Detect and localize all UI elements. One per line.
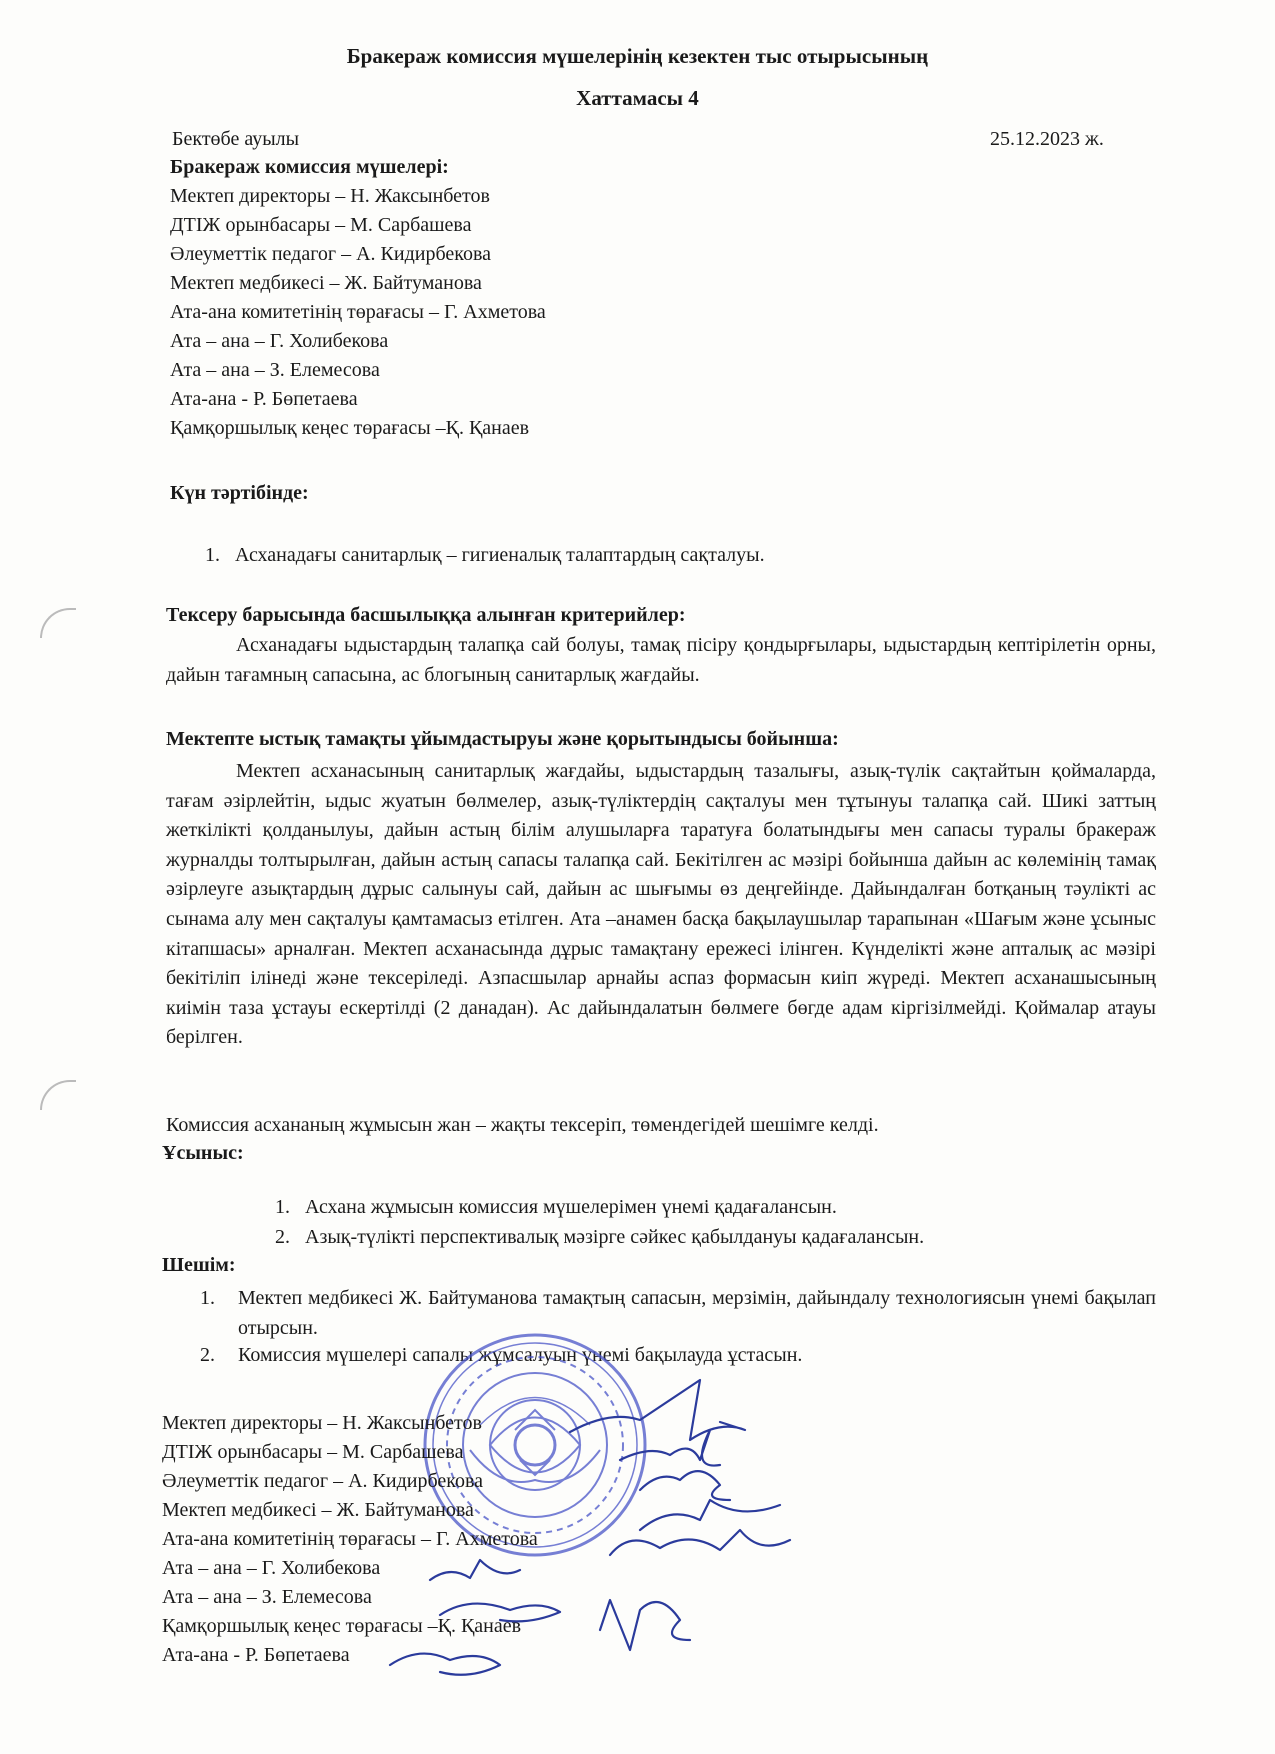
document-title: Бракераж комиссия мүшелерінің кезектен тыс отырысының bbox=[346, 44, 929, 68]
signature-line: Мектеп медбикесі – Ж. Байтуманова bbox=[162, 1499, 474, 1521]
date: 25.12.2023 ж. bbox=[990, 128, 1104, 150]
members-heading: Бракераж комиссия мүшелері: bbox=[170, 156, 449, 178]
signature-line: ДТІЖ орынбасары – М. Сарбашева bbox=[162, 1441, 464, 1463]
decision-heading: Шешім: bbox=[162, 1254, 236, 1276]
member-item: Ата-ана комитетінің төрағасы – Г. Ахметова bbox=[170, 301, 546, 323]
member-item: Мектеп медбикесі – Ж. Байтуманова bbox=[170, 272, 482, 294]
criteria-text: Асханадағы ыдыстардың талапқа сай болуы, тамақ пісіру қондырғылары, ыдыстардың кептірілетін орны, дайын тағамның сапасына, ас блогының санитарлық жағдайы. bbox=[166, 634, 1156, 686]
signature-line: Әлеуметтік педагог – А. Кидирбекова bbox=[162, 1470, 484, 1492]
member-item: Ата-ана - Р. Бөпетаева bbox=[170, 388, 358, 410]
findings-conclusion: Комиссия асхананың жұмысын жан – жақты тексеріп, төмендегідей шешімге келді. bbox=[166, 1114, 879, 1136]
signature-line: Ата – ана – Г. Холибекова bbox=[162, 1557, 381, 1579]
agenda-heading: Күн тәртібінде: bbox=[170, 482, 309, 504]
document-subtitle: Хаттамасы 4 bbox=[576, 86, 699, 110]
signature-line: Ата – ана – З. Елемесова bbox=[162, 1586, 372, 1608]
decision-item-number: 2. bbox=[200, 1344, 215, 1366]
proposal-item-text: Азық-түлікті перспективалық мәзірге сәйкес қабылдануы қадағалансын. bbox=[305, 1226, 925, 1248]
proposal-item-number: 1. bbox=[275, 1196, 290, 1218]
member-item: Әлеуметтік педагог – А. Кидирбекова bbox=[170, 243, 492, 265]
criteria-heading: Тексеру барысында басшылыққа алынған критерийлер: bbox=[166, 604, 686, 626]
member-item: ДТІЖ орынбасары – М. Сарбашева bbox=[170, 214, 472, 236]
proposal-heading: Ұсыныс: bbox=[162, 1142, 244, 1164]
findings-text: Мектеп асханасының санитарлық жағдайы, ыдыстардың тазалығы, азық-түлік сақтайтын қоймаларда, тағам әзірлейтін, ыдыс жуатын бөлмелер, азық-түліктердің сақталуы мен тұтынуы талапқа сай. Шикі заттың жеткілікті қолданылуы, дайын астың білім алушыларға таратуға болатындығы мен сапасы туралы бракераж журналды толтырылған, дайын астың сапасы талапқа сай. Бекітілген ас мәзірі бойынша дайын ас көлемінің тамақ әзірлеуге азықтардың дұрыс салынуы сай, дайын ас шығымы өз деңгейінде. Дайындалған ботқаның тәулікті ас сынама алу мен сақталуы қамтамасыз етілген. Ата –анамен басқа бақылаушылар тарапынан «Шағым және ұсыныс кітапшасы» арналған. Мектеп асханасында дұрыс тамақтану ережесі ілінген. Күнделікті және апталық ас мәзірі бекітіліп ілінеді және тексеріледі. Азпасшылар арнайы аспаз формасын киіп жүреді. Мектеп асханашысының киімін таза ұстауы ескертілді (2 данадан). Ас дайындалатын бөлмеге бөгде адам кіргізілмейді. Қоймалар атауы берілген. bbox=[166, 760, 1156, 1049]
agenda-item-text: Асханадағы санитарлық – гигиеналық талаптардың сақталуы. bbox=[235, 544, 765, 566]
place: Бектөбе ауылы bbox=[172, 128, 300, 150]
signature-line: Қамқоршылық кеңес төрағасы –Қ. Қанаев bbox=[162, 1615, 522, 1637]
agenda-item-number: 1. bbox=[205, 544, 220, 566]
findings-heading: Мектепте ыстық тамақты ұйымдастыруы және қорытындысы бойынша: bbox=[166, 728, 839, 750]
member-item: Мектеп директоры – Н. Жаксынбетов bbox=[170, 185, 490, 207]
decision-item-text: Комиссия мүшелері сапалы жұмсалуын үнемі бақылауда ұстасын. bbox=[238, 1344, 803, 1366]
proposal-item-text: Асхана жұмысын комиссия мүшелерімен үнемі қадағалансын. bbox=[305, 1196, 837, 1218]
signature-line: Мектеп директоры – Н. Жаксынбетов bbox=[162, 1412, 482, 1434]
proposal-item-number: 2. bbox=[275, 1226, 290, 1248]
member-item: Ата – ана – З. Елемесова bbox=[170, 359, 380, 381]
member-item: Ата – ана – Г. Холибекова bbox=[170, 330, 389, 352]
member-item: Қамқоршылық кеңес төрағасы –Қ. Қанаев bbox=[170, 417, 530, 439]
decision-item-text: Мектеп медбикесі Ж. Байтуманова тамақтың сапасын, мерзімін, дайындалу технологиясын үнемі бақылап отырсын. bbox=[238, 1287, 1156, 1339]
signature-line: Ата-ана комитетінің төрағасы – Г. Ахметова bbox=[162, 1528, 538, 1550]
signature-line: Ата-ана - Р. Бөпетаева bbox=[162, 1644, 350, 1666]
decision-item-number: 1. bbox=[200, 1287, 215, 1309]
